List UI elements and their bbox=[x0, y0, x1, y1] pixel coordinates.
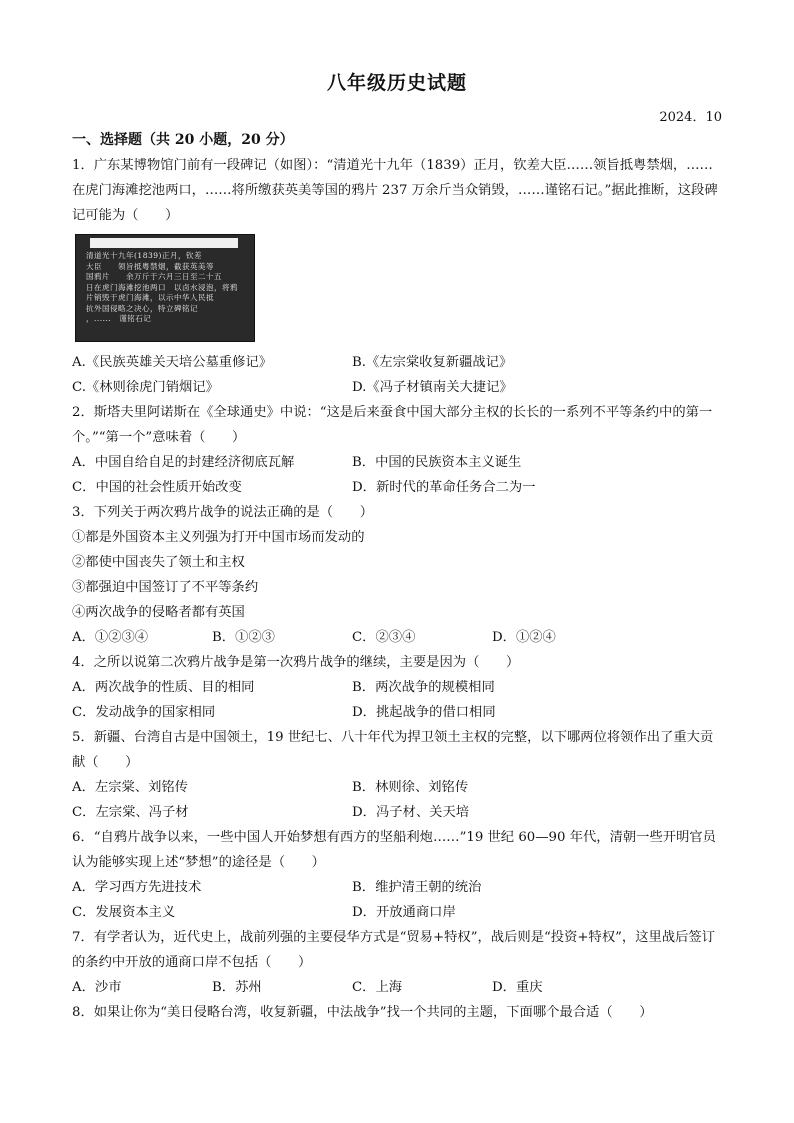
option-b[interactable]: B．林则徐、刘铭传 bbox=[352, 780, 469, 795]
option-c[interactable]: C．发动战争的国家相同 bbox=[72, 705, 216, 720]
exam-date: 2024．10 bbox=[659, 110, 722, 125]
option-d[interactable]: D．挑起战争的借口相同 bbox=[352, 705, 496, 720]
question-stem: 1．广东某博物馆门前有一段碑记（如图）：“清道光十九年（1839）正月，钦差大臣……领旨抵粤禁烟，……在虎门海滩挖池两口，……将所缴获英美等国的鸦片 237 万余斤当众销毁，……谨铭石记。”据此推断，这段碑记可能为（ ） bbox=[72, 158, 718, 223]
option-c[interactable]: C．上海 bbox=[352, 980, 403, 995]
question-stem: 7．有学者认为，近代史上，战前列强的主要侵华方式是“贸易+特权”，战后则是“投资+特权”，这里战后签订的条约中开放的通商口岸不包括（ ） bbox=[72, 930, 715, 970]
option-b[interactable]: B．两次战争的规模相同 bbox=[352, 680, 495, 695]
options bbox=[72, 875, 724, 925]
question-stem: 3．下列关于两次鸦片战争的说法正确的是（ ） bbox=[72, 505, 373, 520]
question-stem: 8．如果让你为“美日侵略台湾，收复新疆，中法战争”找一个共同的主题，下面哪个最合适（ ） bbox=[72, 1005, 653, 1020]
redaction-bar bbox=[90, 238, 238, 248]
option-c[interactable]: C．②③④ bbox=[352, 630, 416, 645]
option-d[interactable]: D．①②④ bbox=[492, 630, 556, 645]
options bbox=[72, 350, 724, 400]
options bbox=[72, 675, 724, 725]
section-heading: 一、选择题（共 20 小题，20 分） bbox=[72, 132, 294, 148]
question-6 bbox=[72, 825, 724, 925]
exam-content bbox=[72, 128, 724, 1025]
option-b[interactable]: B．中国的民族资本主义诞生 bbox=[352, 455, 522, 470]
option-a[interactable]: A．①②③④ bbox=[72, 630, 149, 645]
statement-2: ②都使中国丧失了领土和主权 bbox=[72, 555, 245, 570]
statement-1: ①都是外国资本主义列强为打开中国市场而发动的 bbox=[72, 530, 365, 545]
option-a[interactable]: A．两次战争的性质、目的相同 bbox=[72, 680, 255, 695]
question-5 bbox=[72, 725, 724, 825]
options bbox=[72, 450, 724, 500]
question-7 bbox=[72, 925, 724, 1000]
option-a[interactable]: A.《民族英雄关天培公墓重修记》 bbox=[72, 355, 272, 370]
option-c[interactable]: C．左宗棠、冯子材 bbox=[72, 805, 189, 820]
question-8 bbox=[72, 1000, 724, 1025]
option-c[interactable]: C．发展资本主义 bbox=[72, 905, 176, 920]
page-title: 八年级历史试题 bbox=[326, 72, 467, 94]
question-stem: 2．斯塔夫里阿诺斯在《全球通史》中说：“这是后来蚕食中国大部分主权的长长的一系列不平等条约中的第一个。”“第一个”意味着（ ） bbox=[72, 405, 713, 445]
inscription-image bbox=[75, 234, 255, 342]
option-d[interactable]: D.《冯子材镇南关大捷记》 bbox=[352, 380, 513, 395]
question-3 bbox=[72, 500, 724, 650]
options bbox=[72, 975, 724, 1000]
option-b[interactable]: B.《左宗棠收复新疆战记》 bbox=[352, 355, 513, 370]
option-d[interactable]: D．新时代的革命任务合二为一 bbox=[352, 480, 536, 495]
option-a[interactable]: A．学习西方先进技术 bbox=[72, 880, 202, 895]
question-stem: 6．“自鸦片战争以来，一些中国人开始梦想有西方的坚船利炮……”19 世纪 60—90 年代，清朝一些开明官员认为能够实现上述“梦想”的途径是（ ） bbox=[72, 830, 716, 870]
question-stem: 4．之所以说第二次鸦片战争是第一次鸦片战争的继续，主要是因为（ ） bbox=[72, 655, 520, 670]
option-c[interactable]: C．中国的社会性质开始改变 bbox=[72, 480, 242, 495]
question-4 bbox=[72, 650, 724, 725]
inscription-text: 清道光十九年(1839)正月，钦差 大臣 领旨抵粤禁烟，截获英美等 国鸦片 余万斤于六月三日至二十五 日在虎门海滩挖池两口 以卤水浸泡，将鸦 片销毁于虎门海滩，以示中华人民抵 抗外国侵略之决心，特立碑铭记 ，...... 谨铭石记 bbox=[86, 251, 238, 323]
options bbox=[72, 775, 724, 825]
options bbox=[72, 625, 724, 650]
option-a[interactable]: A．左宗棠、刘铭传 bbox=[72, 780, 188, 795]
statement-3: ③都强迫中国签订了不平等条约 bbox=[72, 580, 259, 595]
option-b[interactable]: B．维护清王朝的统治 bbox=[352, 880, 482, 895]
question-1 bbox=[72, 153, 724, 400]
option-c[interactable]: C.《林则徐虎门销烟记》 bbox=[72, 380, 219, 395]
option-b[interactable]: B．①②③ bbox=[212, 630, 275, 645]
statement-4: ④两次战争的侵略者都有英国 bbox=[72, 605, 245, 620]
option-d[interactable]: D．开放通商口岸 bbox=[352, 905, 456, 920]
option-d[interactable]: D．重庆 bbox=[492, 980, 543, 995]
question-stem: 5．新疆、台湾自古是中国领土，19 世纪七、八十年代为捍卫领土主权的完整，以下哪两位将领作出了重大贡献（ ） bbox=[72, 730, 714, 770]
option-d[interactable]: D．冯子材、关天培 bbox=[352, 805, 470, 820]
option-a[interactable]: A．中国自给自足的封建经济彻底瓦解 bbox=[72, 455, 295, 470]
option-b[interactable]: B．苏州 bbox=[212, 980, 262, 995]
option-a[interactable]: A．沙市 bbox=[72, 980, 122, 995]
question-2 bbox=[72, 400, 724, 500]
